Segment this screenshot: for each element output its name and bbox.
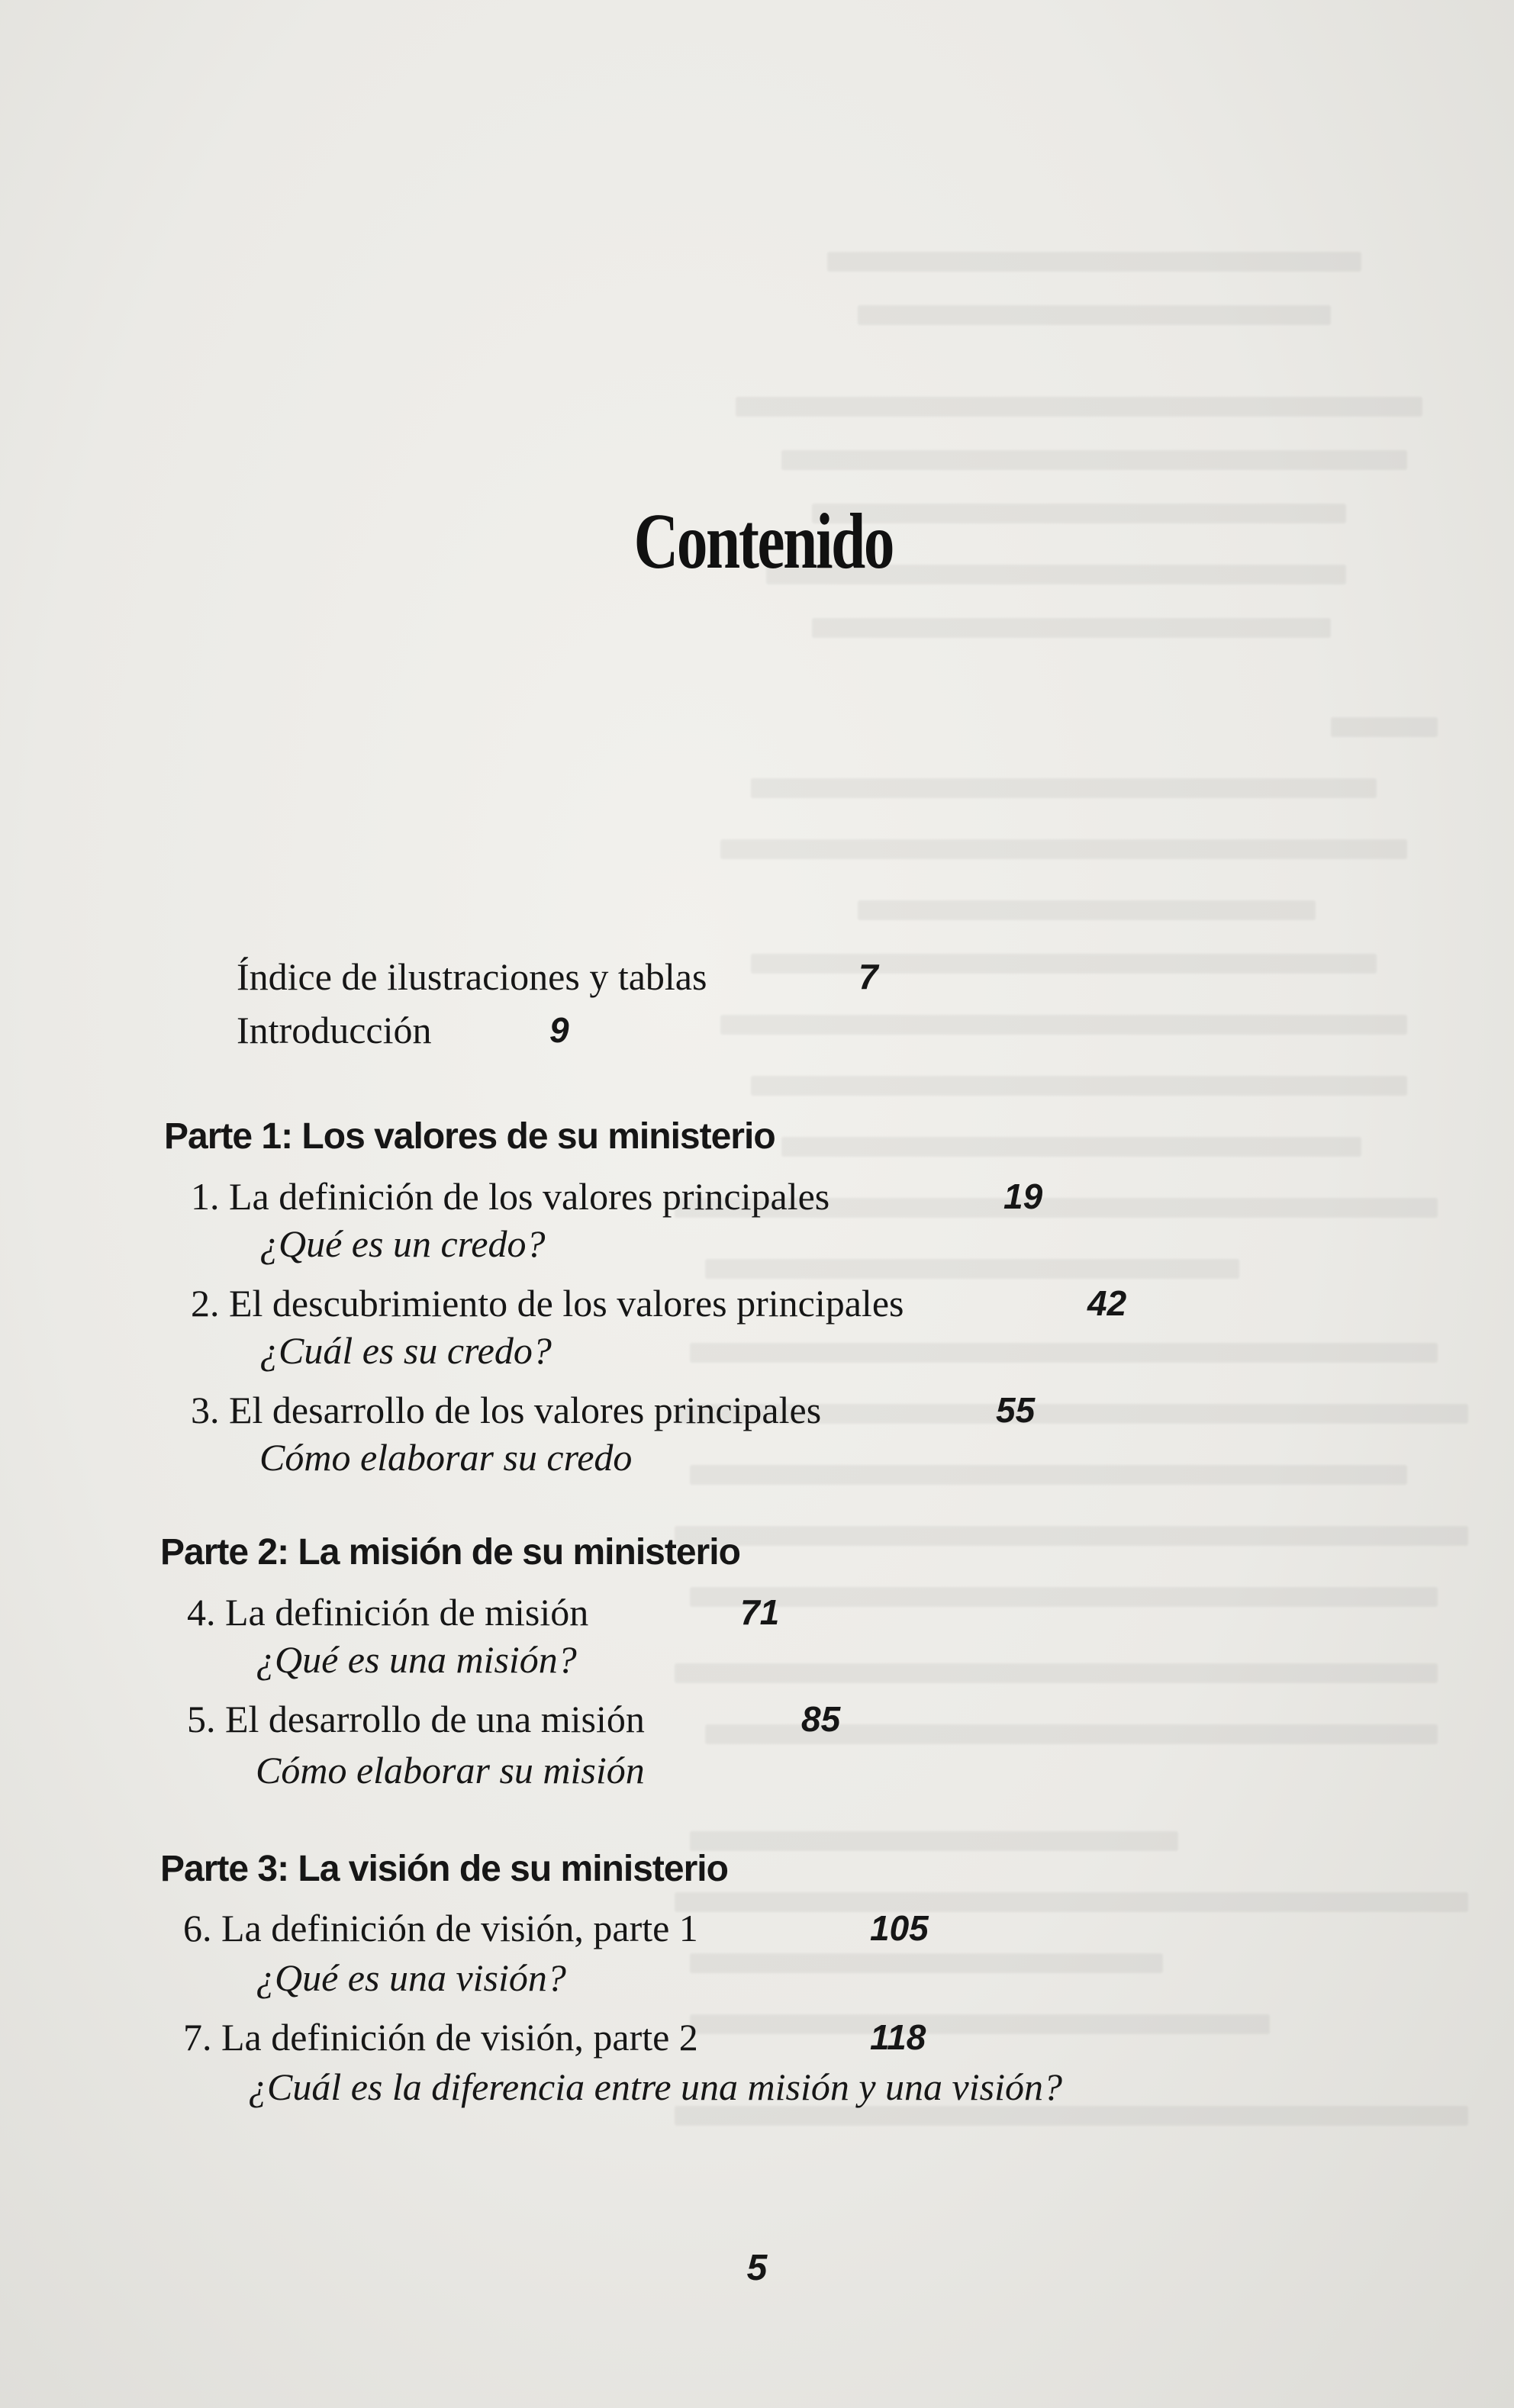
part-heading-1: Parte 1: Los valores de su ministerio [164,1116,775,1157]
chapter-subtitle-1: ¿Qué es un credo? [259,1222,546,1265]
chapter-subtitle-6: ¿Qué es una visión? [256,1956,566,1999]
chapter-number: 7. [183,2016,212,2059]
chapter-entry-4 [187,1589,780,1635]
chapter-page: 85 [801,1699,841,1739]
chapter-subtitle-2: ¿Cuál es su credo? [259,1329,552,1372]
chapter-page: 42 [1087,1283,1127,1323]
toc-entry-illustrations [237,954,878,1000]
chapter-title: El desarrollo de una misión [225,1698,645,1740]
chapter-page: 19 [1003,1177,1043,1216]
chapter-number: 6. [183,1907,212,1949]
chapter-number: 5. [187,1698,216,1740]
chapter-number: 4. [187,1591,216,1634]
chapter-title: La definición de misión [225,1591,589,1634]
chapter-title: El descubrimiento de los valores principales [229,1282,904,1325]
page-title: Contenido [633,497,894,585]
chapter-number: 1. [191,1175,220,1218]
chapter-entry-3 [191,1387,1036,1433]
toc-entry-page: 7 [858,957,878,996]
toc-entry-label: Índice de ilustraciones y tablas [237,955,707,998]
chapter-page: 105 [870,1908,929,1948]
chapter-subtitle-7: ¿Cuál es la diferencia entre una misión y una visión? [248,2065,1062,2108]
chapter-title: La definición de visión, parte 2 [221,2016,698,2059]
chapter-subtitle-4: ¿Qué es una misión? [256,1638,577,1681]
page-number: 5 [746,2248,768,2288]
part-heading-2: Parte 2: La misión de su ministerio [160,1532,740,1573]
chapter-entry-1 [191,1173,1043,1219]
chapter-entry-2 [191,1280,1127,1326]
part-heading-3: Parte 3: La visión de su ministerio [160,1849,728,1889]
chapter-title: La definición de visión, parte 1 [221,1907,698,1949]
chapter-subtitle-5: Cómo elaborar su misión [256,1749,645,1792]
chapter-entry-6 [183,1905,929,1951]
chapter-number: 3. [191,1389,220,1431]
chapter-number: 2. [191,1282,220,1325]
chapter-title: El desarrollo de los valores principales [229,1389,822,1431]
chapter-page: 71 [740,1592,780,1632]
toc-entry-label: Introducción [237,1009,432,1051]
chapter-page: 55 [996,1390,1036,1430]
chapter-entry-7 [183,2014,926,2060]
toc-entry-introduction [237,1007,569,1053]
toc-entry-page: 9 [549,1010,569,1050]
chapter-entry-5 [187,1696,841,1742]
chapter-subtitle-3: Cómo elaborar su credo [259,1436,633,1479]
chapter-page: 118 [870,2017,926,2057]
chapter-title: La definición de los valores principales [229,1175,830,1218]
